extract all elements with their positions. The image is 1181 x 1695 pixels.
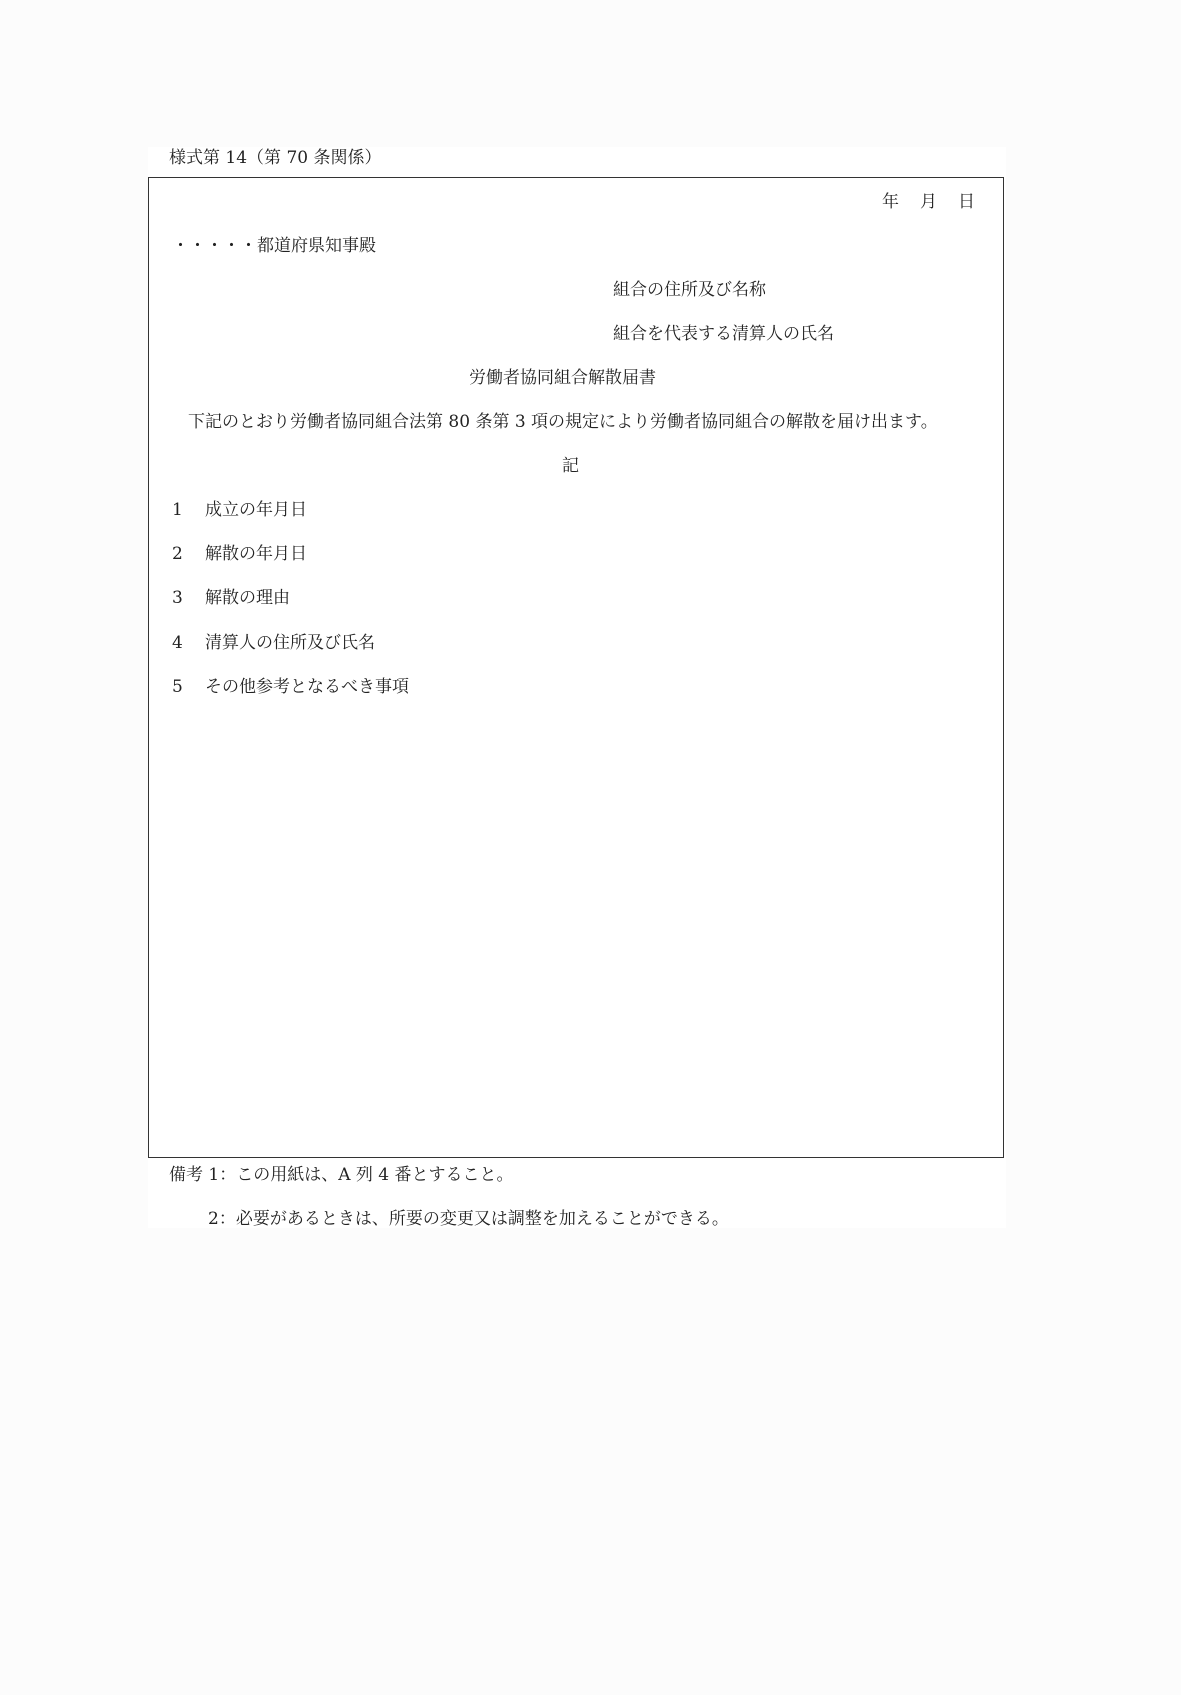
item-number: 5 xyxy=(172,677,183,697)
item-number: 3 xyxy=(172,588,183,608)
date-day-label: 日 xyxy=(958,192,975,212)
date-month-label: 月 xyxy=(920,192,937,212)
item-label: 清算人の住所及び氏名 xyxy=(205,633,375,653)
item-number: 1 xyxy=(172,500,183,520)
form-frame xyxy=(148,177,1004,1158)
list-item xyxy=(172,676,409,698)
list-item xyxy=(172,587,290,609)
item-label: 解散の理由 xyxy=(205,588,290,608)
ki-heading: 記 xyxy=(562,456,579,476)
document-title: 労働者協同組合解散届書 xyxy=(469,368,656,388)
list-item xyxy=(172,499,307,521)
note-2: 2：必要があるときは、所要の変更又は調整を加えることができる。 xyxy=(208,1209,729,1229)
list-item xyxy=(172,543,307,565)
addressee: ・・・・・都道府県知事殿 xyxy=(172,236,376,256)
item-label: 成立の年月日 xyxy=(205,500,307,520)
form-number: 様式第 14（第 70 条関係） xyxy=(169,148,382,168)
item-number: 2 xyxy=(172,544,183,564)
item-label: 解散の年月日 xyxy=(205,544,307,564)
item-label: その他参考となるべき事項 xyxy=(205,677,409,697)
note-1: 備考 1：この用紙は、A 列 4 番とすること。 xyxy=(169,1165,514,1185)
representative-name-label: 組合を代表する清算人の氏名 xyxy=(613,324,834,344)
body-text: 下記のとおり労働者協同組合法第 80 条第 3 項の規定により労働者協同組合の解散を届け出ます。 xyxy=(188,412,938,432)
union-address-name-label: 組合の住所及び名称 xyxy=(613,280,766,300)
item-number: 4 xyxy=(172,633,183,653)
list-item xyxy=(172,632,375,654)
date-year-label: 年 xyxy=(882,192,899,212)
